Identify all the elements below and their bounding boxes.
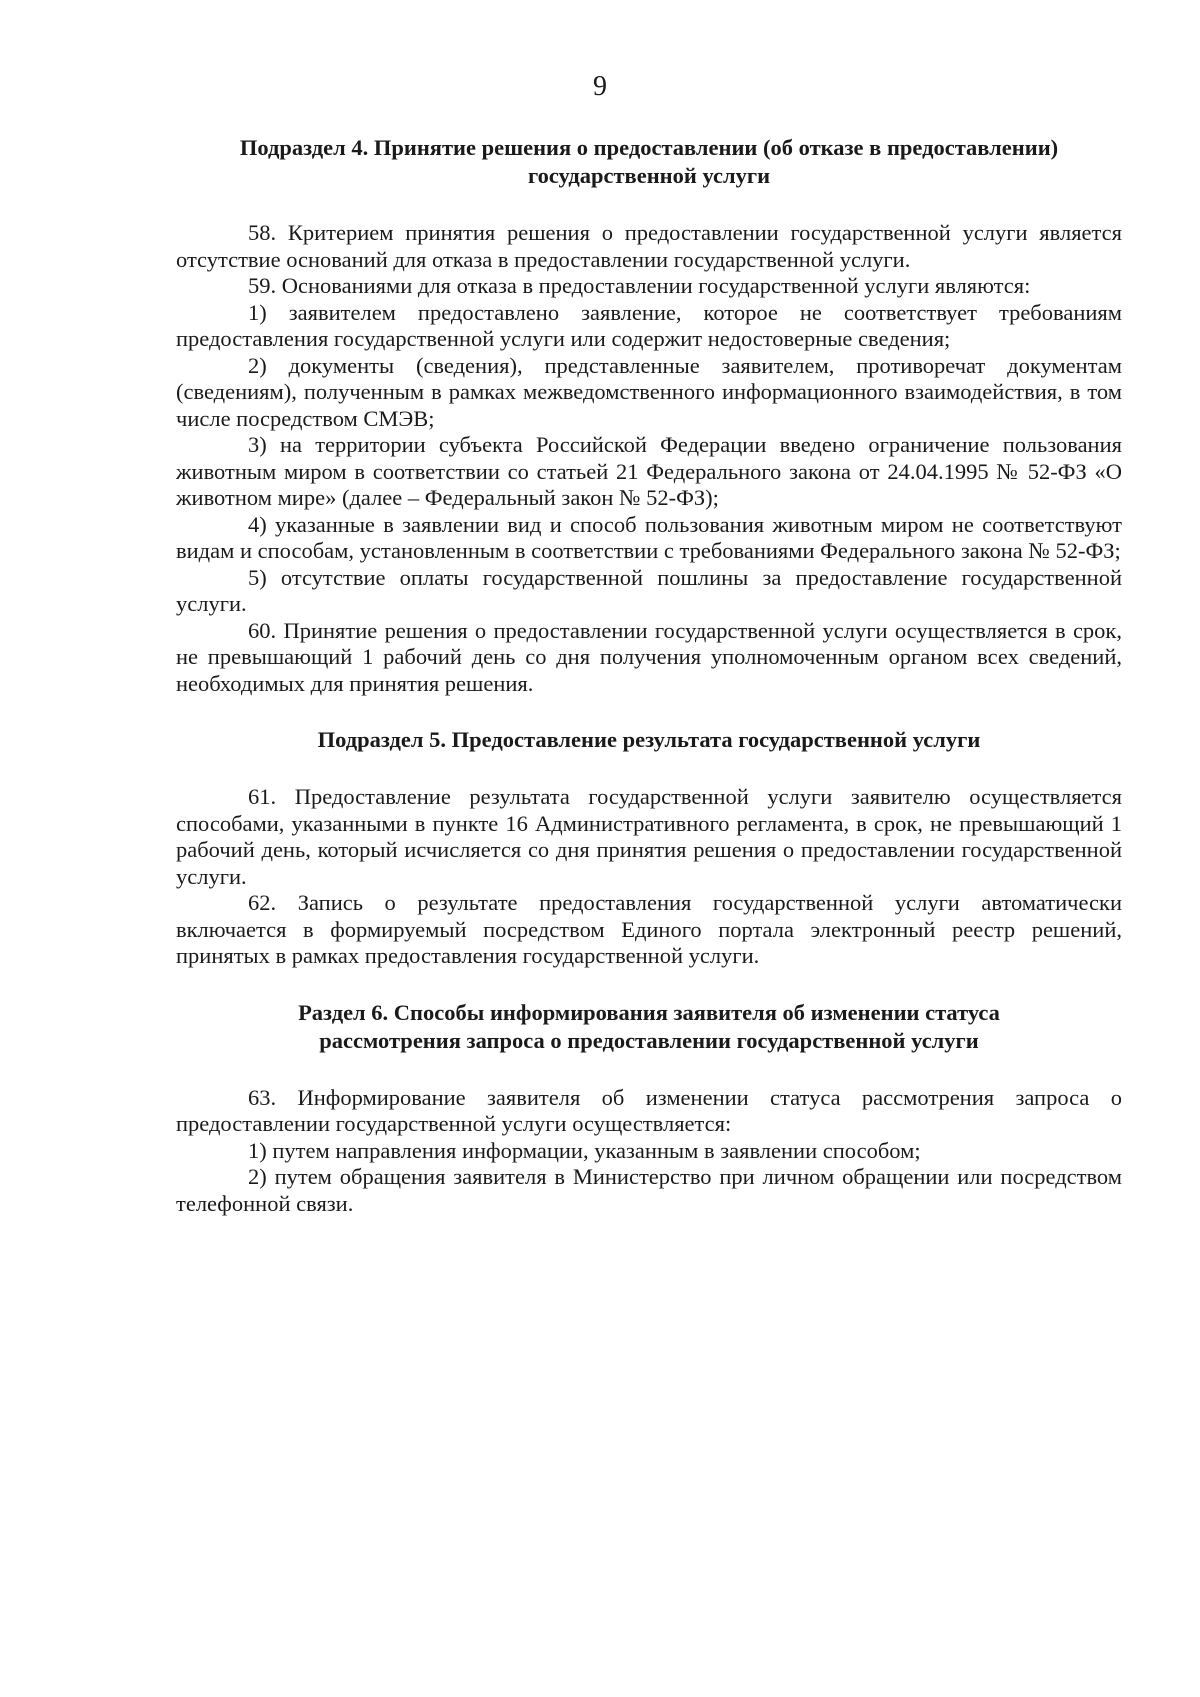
list-item-63-2: 2) путем обращения заявителя в Министерство при личном обращении или посредством телефонной связи. bbox=[176, 1164, 1122, 1216]
list-item-63-1: 1) путем направления информации, указанным в заявлении способом; bbox=[248, 1137, 921, 1163]
list-item-59-4: 4) указанные в заявлении вид и способ пользования животным миром не соответствуют видам и способам, установленным в соответствии с требованиями Федерального закона № 52-ФЗ; bbox=[176, 511, 1122, 563]
list-item-59-2: 2) документы (сведения), представленные заявителем, противоречат документам (сведениям), полученным в рамках межведомственного информационного взаимодействия, в том числе посредством СМЭВ; bbox=[176, 352, 1122, 431]
section-subsection-4 bbox=[176, 134, 1122, 697]
paragraph-60: 60. Принятие решения о предоставлении государственной услуги осуществляется в срок, не превышающий 1 рабочий день со дня получения уполномоченным органом всех сведений, необходимых для принятия решения. bbox=[176, 617, 1122, 696]
list-item-59-5: 5) отсутствие оплаты государственной пошлины за предоставление государственной услуги. bbox=[176, 564, 1122, 616]
section-subsection-5 bbox=[176, 726, 1122, 970]
section-heading: Подраздел 5. Предоставление результата государственной услуги bbox=[317, 727, 981, 752]
list-item-59-1: 1) заявителем предоставлено заявление, которое не соответствует требованиям предоставления государственной услуги или содержит недостоверные сведения; bbox=[176, 299, 1122, 351]
section-heading: Подраздел 4. Принятие решения о предоставлении (об отказе в предоставлении) государственной услуги bbox=[239, 135, 1059, 188]
paragraph-59: 59. Основаниями для отказа в предоставлении государственной услуги являются: bbox=[248, 273, 1031, 298]
list-item-59-3: 3) на территории субъекта Российской Федерации введено ограничение пользования животным миром в соответствии со статьей 21 Федерального закона от 24.04.1995 № 52-ФЗ «О животном мире» (далее – Федеральный закон № 52-ФЗ); bbox=[176, 432, 1122, 510]
paragraph-62: 62. Запись о результате предоставления государственной услуги автоматически включается в формируемый посредством Единого портала электронный реестр решений, принятых в рамках предоставления государственной услуги. bbox=[176, 890, 1122, 968]
paragraph-63: 63. Информирование заявителя об изменении статуса рассмотрения запроса о предоставлении государственной услуги осуществляется: bbox=[176, 1084, 1122, 1136]
paragraph-61: 61. Предоставление результата государственной услуги заявителю осуществляется способами, указанными в пункте 16 Административного регламента, в срок, не превышающий 1 рабочий день, который исчисляется со дня принятия решения о предоставлении государственной услуги. bbox=[176, 784, 1122, 889]
paragraph-58: 58. Критерием принятия решения о предоставлении государственной услуги является отсутствие оснований для отказа в предоставлении государственной услуги. bbox=[176, 220, 1122, 272]
page-number: 9 bbox=[593, 71, 607, 102]
document-body bbox=[176, 134, 1122, 1217]
section-heading: Раздел 6. Способы информирования заявителя об изменении статуса рассмотрения запроса о предоставлении государственной услуги bbox=[298, 999, 1000, 1053]
section-6 bbox=[176, 999, 1122, 1218]
